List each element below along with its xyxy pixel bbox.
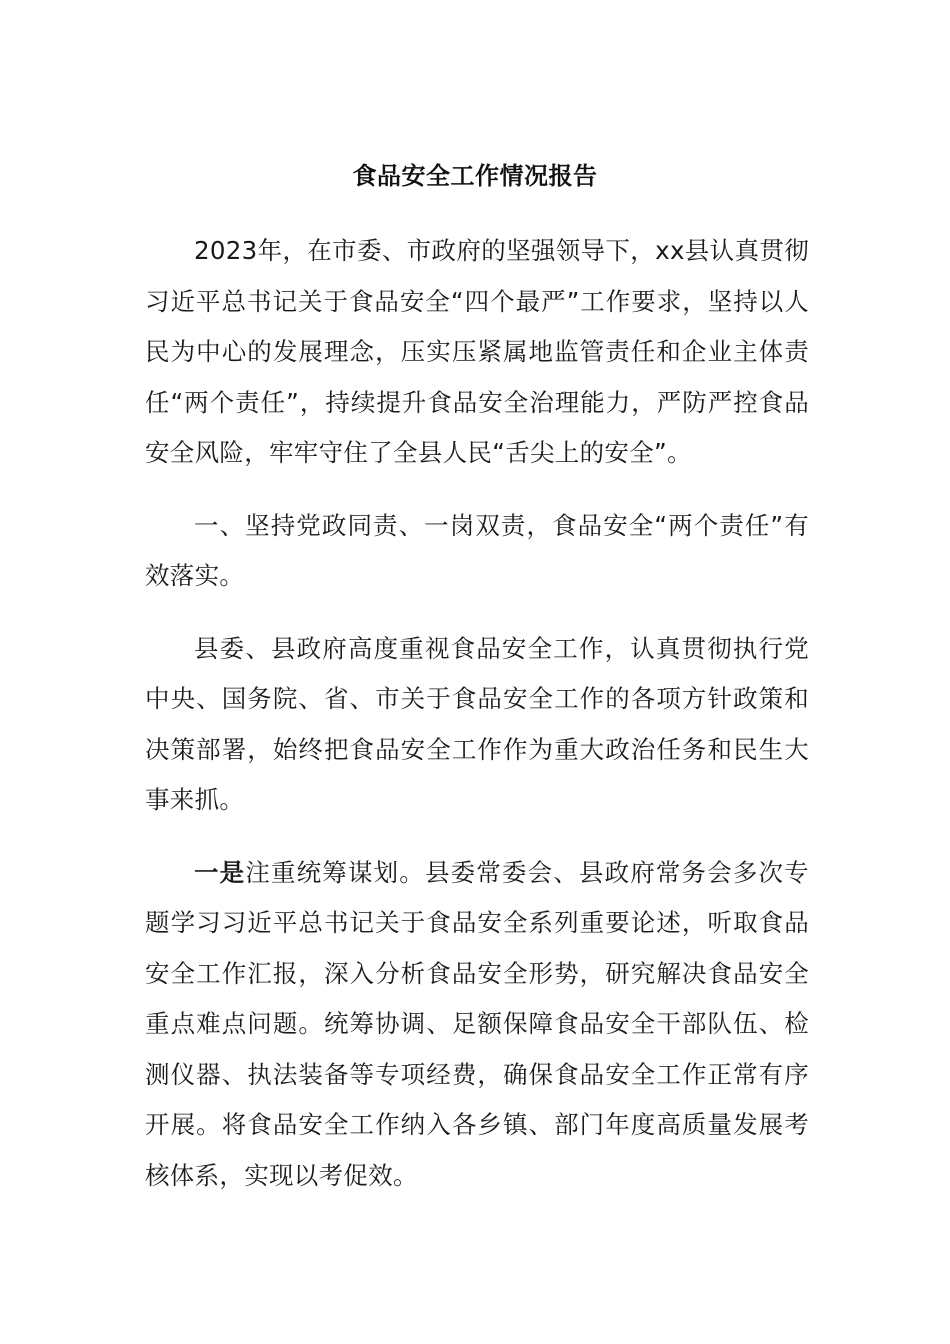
paragraph-gap — [145, 602, 809, 624]
paragraph-gap — [145, 826, 809, 848]
point-one-lead: 一是 — [194, 857, 246, 887]
section-one-paragraph: 县委、县政府高度重视食品安全工作，认真贯彻执行党中央、国务院、省、市关于食品安全工作的各项方针政策和决策部署，始终把食品安全工作作为重大政治任务和民生大事来抓。 — [145, 633, 809, 814]
document-body — [145, 226, 809, 1201]
section-heading-one: 一、坚持党政同责、一岗双责，食品安全“两个责任”有效落实。 — [145, 510, 809, 590]
point-one-paragraph — [145, 848, 809, 1202]
document-title: 食品安全工作情况报告 — [352, 162, 598, 190]
paragraph-gap — [145, 479, 809, 501]
intro-paragraph: 2023年，在市委、市政府的坚强领导下，xx县认真贯彻习近平总书记关于食品安全“四个最严”工作要求，坚持以人民为中心的发展理念，压实压紧属地监管责任和企业主体责任“两个责任”，持续提升食品安全治理能力，严防严控食品安全风险，牢牢守住了全县人民“舌尖上的安全”。 — [145, 236, 809, 467]
point-one-text: 注重统筹谋划。县委常委会、县政府常务会多次专题学习习近平总书记关于食品安全系列重要论述，听取食品安全工作汇报，深入分析食品安全形势，研究解决食品安全重点难点问题。统筹协调、足额保障食品安全干部队伍、检测仪器、执法装备等专项经费，确保食品安全工作正常有序开展。将食品安全工作纳入各乡镇、部门年度高质量发展考核体系，实现以考促效。 — [145, 857, 809, 1190]
